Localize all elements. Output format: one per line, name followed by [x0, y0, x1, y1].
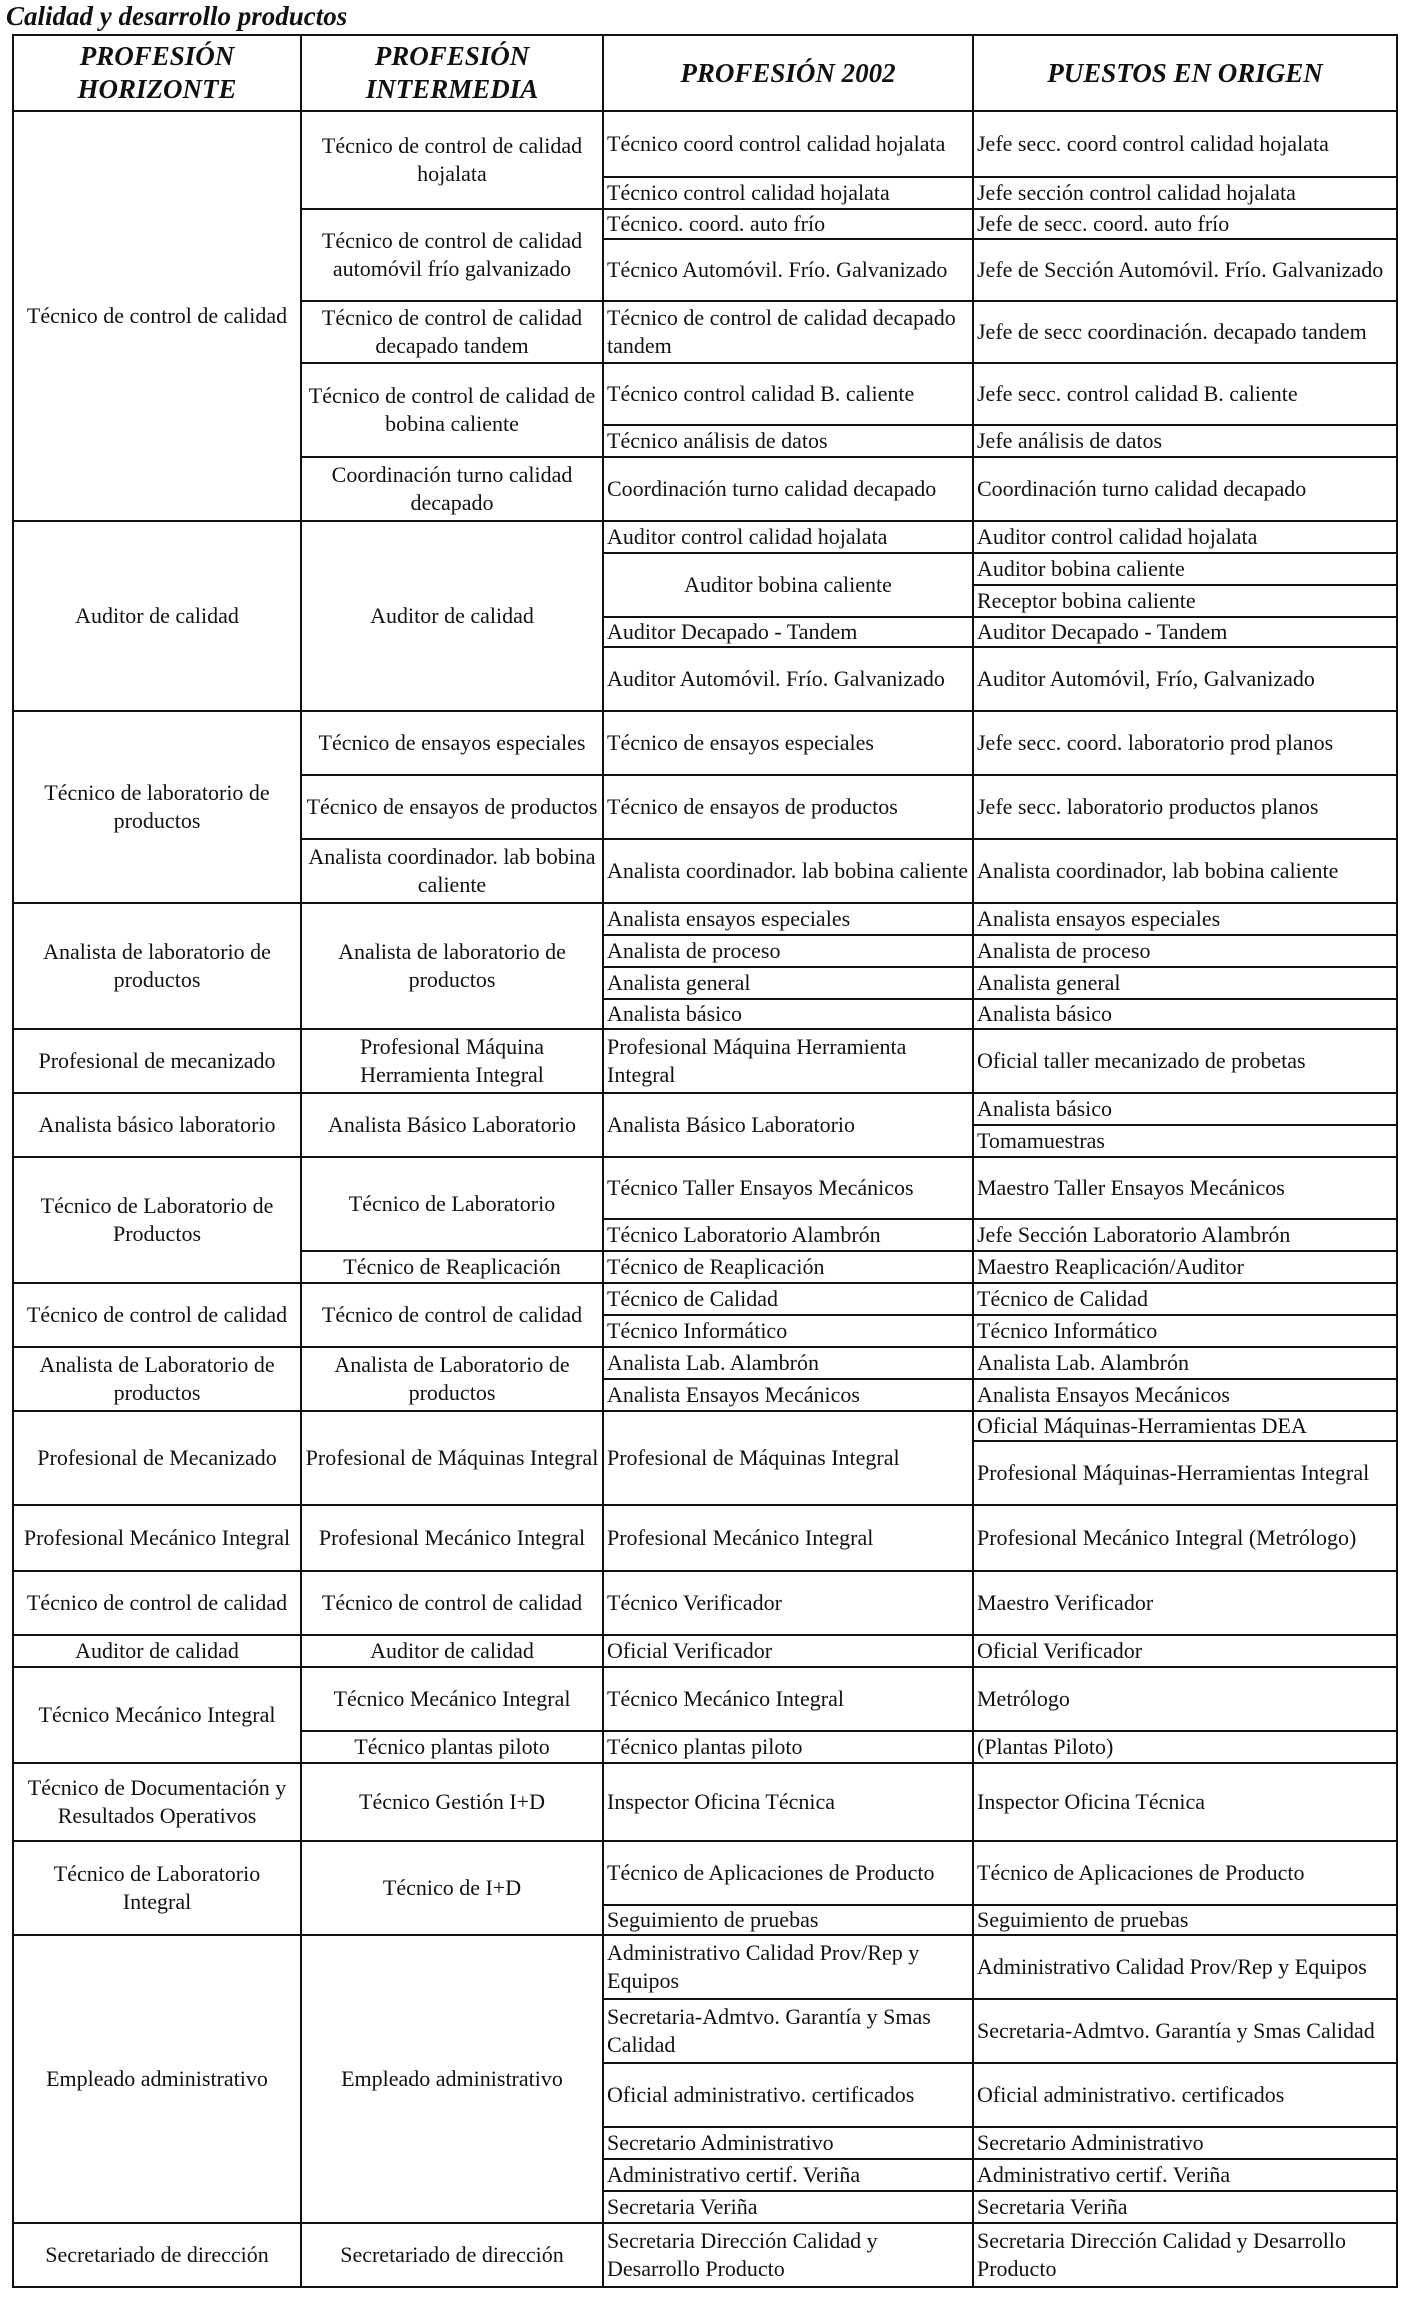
table-cell: Oficial administrativo. certificados [603, 2063, 973, 2127]
table-cell: Técnico plantas piloto [301, 1731, 603, 1763]
table-cell: Analista de proceso [603, 935, 973, 967]
table-cell: Técnico Mecánico Integral [603, 1667, 973, 1731]
table-cell: Analista Lab. Alambrón [603, 1347, 973, 1379]
table-cell: Profesional Mecánico Integral (Metrólogo) [973, 1505, 1397, 1571]
table-cell: Receptor bobina caliente [973, 585, 1397, 617]
table-cell: Jefe sección control calidad hojalata [973, 177, 1397, 209]
table-cell: Técnico Verificador [603, 1571, 973, 1635]
table-cell: Técnico de control de calidad [13, 1283, 301, 1347]
table-cell: Profesional de Máquinas Integral [301, 1411, 603, 1505]
table-cell: Profesional de Mecanizado [13, 1411, 301, 1505]
table-cell: Empleado administrativo [301, 1935, 603, 2223]
table-cell: Técnico análisis de datos [603, 425, 973, 457]
table-cell: Técnico de Laboratorio [301, 1157, 603, 1251]
table-cell: Auditor control calidad hojalata [973, 521, 1397, 553]
table-cell: Técnico de control de calidad [13, 1571, 301, 1635]
table-cell: Oficial administrativo. certificados [973, 2063, 1397, 2127]
table-cell: Inspector Oficina Técnica [603, 1763, 973, 1841]
table-cell: Jefe secc. coord control calidad hojalata [973, 111, 1397, 177]
table-cell: Técnico de Documentación y Resultados Operativos [13, 1763, 301, 1841]
table-cell: Técnico de Reaplicación [603, 1251, 973, 1283]
table-cell: Analista de Laboratorio de productos [13, 1347, 301, 1411]
table-cell: Técnico de control de calidad [301, 1283, 603, 1347]
table-cell: Técnico de control de calidad automóvil frío galvanizado [301, 209, 603, 301]
table-cell: Profesional de mecanizado [13, 1029, 301, 1093]
table-caption: Calidad y desarrollo productos [6, 1, 348, 31]
table-cell: Profesional Máquina Herramienta Integral [603, 1029, 973, 1093]
table-cell: Inspector Oficina Técnica [973, 1763, 1397, 1841]
table-cell: Técnico Mecánico Integral [13, 1667, 301, 1763]
table-cell: Auditor Automóvil. Frío. Galvanizado [603, 647, 973, 711]
table-cell: Técnico Informático [973, 1315, 1397, 1347]
table-cell: Técnico Mecánico Integral [301, 1667, 603, 1731]
table-cell: Metrólogo [973, 1667, 1397, 1731]
table-cell: Técnico de Aplicaciones de Producto [973, 1841, 1397, 1905]
table-cell: Jefe de secc coordinación. decapado tandem [973, 301, 1397, 363]
table-cell: Coordinación turno calidad decapado [301, 457, 603, 521]
table-cell: Secretaria Dirección Calidad y Desarrollo Producto [603, 2223, 973, 2287]
table-cell: Auditor Automóvil, Frío, Galvanizado [973, 647, 1397, 711]
table-cell: Maestro Verificador [973, 1571, 1397, 1635]
table-cell: Técnico de Calidad [973, 1283, 1397, 1315]
table-cell: Auditor control calidad hojalata [603, 521, 973, 553]
table-cell: Técnico de laboratorio de productos [13, 711, 301, 903]
table-cell: Técnico de Calidad [603, 1283, 973, 1315]
table-cell: Auditor Decapado - Tandem [603, 617, 973, 647]
table-cell: Analista ensayos especiales [603, 903, 973, 935]
header-horizonte: PROFESIÓN HORIZONTE [13, 35, 301, 111]
table-cell: Técnico de ensayos de productos [603, 775, 973, 839]
table-cell: Secretario Administrativo [603, 2127, 973, 2159]
table-cell: Secretaria-Admtvo. Garantía y Smas Calidad [973, 1999, 1397, 2063]
table-cell: Jefe análisis de datos [973, 425, 1397, 457]
table-cell: Jefe de secc. coord. auto frío [973, 209, 1397, 239]
table-cell: Analista de proceso [973, 935, 1397, 967]
table-cell: Profesional Máquina Herramienta Integral [301, 1029, 603, 1093]
table-cell: Seguimiento de pruebas [603, 1905, 973, 1935]
table-cell: Jefe secc. laboratorio productos planos [973, 775, 1397, 839]
table-cell: Analista básico laboratorio [13, 1093, 301, 1157]
table-cell: Analista ensayos especiales [973, 903, 1397, 935]
table-cell: Técnico de I+D [301, 1841, 603, 1935]
table-cell: Analista general [603, 967, 973, 999]
table-cell: Técnico coord control calidad hojalata [603, 111, 973, 177]
table-cell: Jefe secc. control calidad B. caliente [973, 363, 1397, 425]
table-cell: Analista coordinador. lab bobina caliente [301, 839, 603, 903]
header-2002: PROFESIÓN 2002 [603, 35, 973, 111]
table-cell: Técnico de Reaplicación [301, 1251, 603, 1283]
table-cell: Analista de laboratorio de productos [13, 903, 301, 1029]
table-cell: Técnico de control de calidad de bobina caliente [301, 363, 603, 457]
table-cell: Técnico de control de calidad decapado tandem [603, 301, 973, 363]
table-cell: Analista de laboratorio de productos [301, 903, 603, 1029]
table-cell: Técnico de ensayos de productos [301, 775, 603, 839]
table-cell: Auditor Decapado - Tandem [973, 617, 1397, 647]
table-cell: Secretaria Veriña [603, 2191, 973, 2223]
table-cell: Analista Básico Laboratorio [301, 1093, 603, 1157]
table-cell: Profesional Mecánico Integral [301, 1505, 603, 1571]
table-cell: Secretaria Veriña [973, 2191, 1397, 2223]
table-cell: Secretariado de dirección [301, 2223, 603, 2287]
table-cell: Técnico control calidad hojalata [603, 177, 973, 209]
table-cell: Oficial taller mecanizado de probetas [973, 1029, 1397, 1093]
table-cell: (Plantas Piloto) [973, 1731, 1397, 1763]
table-cell: Oficial Máquinas-Herramientas DEA [973, 1411, 1397, 1441]
table-cell: Maestro Taller Ensayos Mecánicos [973, 1157, 1397, 1219]
table-cell: Auditor de calidad [301, 1635, 603, 1667]
table-cell: Técnico de Aplicaciones de Producto [603, 1841, 973, 1905]
header-row [13, 35, 1397, 111]
table-cell: Técnico plantas piloto [603, 1731, 973, 1763]
table-cell: Secretario Administrativo [973, 2127, 1397, 2159]
table-cell: Administrativo certif. Veriña [603, 2159, 973, 2191]
table-cell: Técnico de Laboratorio Integral [13, 1841, 301, 1935]
table-cell: Técnico de ensayos especiales [301, 711, 603, 775]
table-cell: Jefe secc. coord. laboratorio prod planos [973, 711, 1397, 775]
table-cell: Técnico de control de calidad [301, 1571, 603, 1635]
table-cell: Técnico Taller Ensayos Mecánicos [603, 1157, 973, 1219]
table-cell: Analista Básico Laboratorio [603, 1093, 973, 1157]
table-cell: Profesional de Máquinas Integral [603, 1411, 973, 1505]
table-cell: Oficial Verificador [603, 1635, 973, 1667]
table-cell: Oficial Verificador [973, 1635, 1397, 1667]
table-cell: Maestro Reaplicación/Auditor [973, 1251, 1397, 1283]
table-cell: Analista Ensayos Mecánicos [973, 1379, 1397, 1411]
table-cell: Técnico Laboratorio Alambrón [603, 1219, 973, 1251]
table-cell: Técnico Automóvil. Frío. Galvanizado [603, 239, 973, 301]
table-cell: Auditor bobina caliente [603, 553, 973, 617]
table-cell: Administrativo Calidad Prov/Rep y Equipos [603, 1935, 973, 1999]
table-cell: Tomamuestras [973, 1125, 1397, 1157]
table-cell: Técnico control calidad B. caliente [603, 363, 973, 425]
career-table [12, 34, 1398, 2288]
table-cell: Analista Ensayos Mecánicos [603, 1379, 973, 1411]
table-cell: Analista básico [973, 1093, 1397, 1125]
table-cell: Analista general [973, 967, 1397, 999]
table-cell: Técnico de ensayos especiales [603, 711, 973, 775]
table-cell: Auditor de calidad [13, 521, 301, 711]
table-cell: Seguimiento de pruebas [973, 1905, 1397, 1935]
table-cell: Empleado administrativo [13, 1935, 301, 2223]
table-cell: Administrativo certif. Veriña [973, 2159, 1397, 2191]
table-cell: Analista coordinador. lab bobina caliente [603, 839, 973, 903]
table-cell: Secretaria-Admtvo. Garantía y Smas Calidad [603, 1999, 973, 2063]
table-cell: Técnico de control de calidad hojalata [301, 111, 603, 209]
table-cell: Técnico de Laboratorio de Productos [13, 1157, 301, 1283]
table-cell: Analista Lab. Alambrón [973, 1347, 1397, 1379]
table-cell: Auditor bobina caliente [973, 553, 1397, 585]
table-cell: Analista de Laboratorio de productos [301, 1347, 603, 1411]
table-cell: Jefe de Sección Automóvil. Frío. Galvanizado [973, 239, 1397, 301]
table-cell: Coordinación turno calidad decapado [603, 457, 973, 521]
table-cell: Técnico de control de calidad [13, 111, 301, 521]
table-cell: Secretaria Dirección Calidad y Desarrollo Producto [973, 2223, 1397, 2287]
table-cell: Técnico Gestión I+D [301, 1763, 603, 1841]
table-cell: Analista coordinador, lab bobina caliente [973, 839, 1397, 903]
table-cell: Profesional Mecánico Integral [13, 1505, 301, 1571]
table-cell: Técnico de control de calidad decapado tandem [301, 301, 603, 363]
table-cell: Técnico. coord. auto frío [603, 209, 973, 239]
table-cell: Auditor de calidad [13, 1635, 301, 1667]
table-cell: Analista básico [603, 999, 973, 1029]
header-intermedia: PROFESIÓN INTERMEDIA [301, 35, 603, 111]
header-origen: PUESTOS EN ORIGEN [973, 35, 1397, 111]
table-cell: Jefe Sección Laboratorio Alambrón [973, 1219, 1397, 1251]
table-cell: Coordinación turno calidad decapado [973, 457, 1397, 521]
table-cell: Secretariado de dirección [13, 2223, 301, 2287]
table-cell: Técnico Informático [603, 1315, 973, 1347]
table-cell: Auditor de calidad [301, 521, 603, 711]
table-cell: Administrativo Calidad Prov/Rep y Equipos [973, 1935, 1397, 1999]
table-cell: Profesional Mecánico Integral [603, 1505, 973, 1571]
table-cell: Profesional Máquinas-Herramientas Integral [973, 1441, 1397, 1505]
table-cell: Analista básico [973, 999, 1397, 1029]
